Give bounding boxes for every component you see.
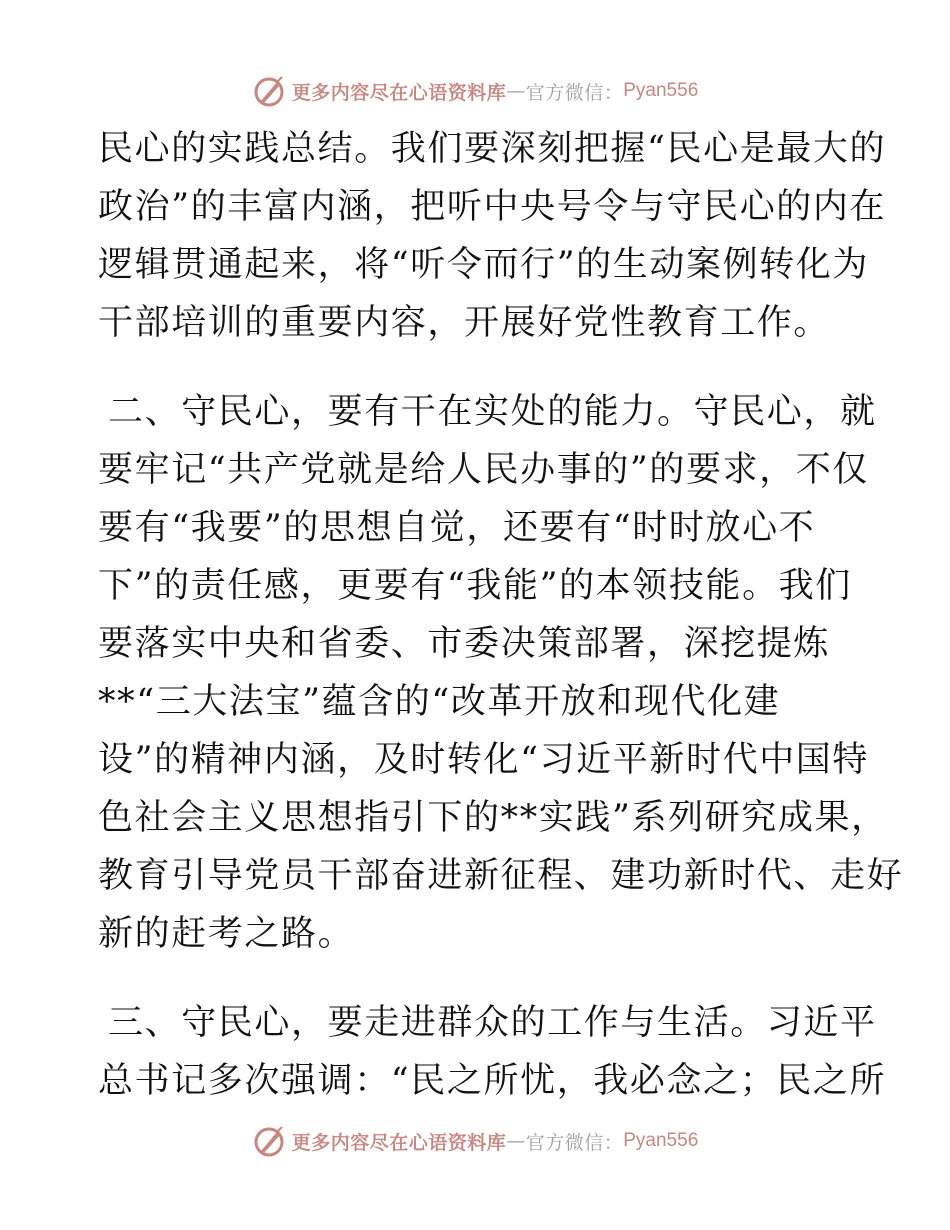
text-line: **“三大法宝”蕴含的“改革开放和现代化建 bbox=[98, 682, 781, 722]
text-line: 色社会主义思想指引下的**实践”系列研究成果， bbox=[98, 798, 888, 838]
text-line: 要落实中央和省委、市委决策部署，深挖提炼 bbox=[98, 624, 831, 664]
text-line: 政治”的丰富内涵，把听中央号令与守民心的内在 bbox=[98, 187, 887, 227]
text-line: 干部培训的重要内容，开展好党性教育工作。 bbox=[98, 303, 831, 343]
paragraph-1 bbox=[98, 120, 887, 352]
text-line: 新的赶考之路。 bbox=[98, 914, 355, 954]
watermark-title: 更多内容尽在心语资料库 bbox=[291, 1131, 507, 1154]
watermark-wechat-id: Pyan556 bbox=[623, 80, 699, 101]
text-line: 要有“我要”的思想自觉，还要有“时时放心不 bbox=[98, 508, 816, 548]
text-line: 三、守民心，要走进群众的工作与生活。习近平 bbox=[108, 1003, 877, 1043]
footer-watermark bbox=[0, 1121, 950, 1161]
watermark-separator: — bbox=[506, 80, 526, 102]
header-watermark bbox=[0, 71, 950, 111]
text-line: 逻辑贯通起来，将“听令而行”的生动案例转化为 bbox=[98, 245, 869, 285]
text-line: 教育引导党员干部奋进新征程、建功新时代、走好 bbox=[98, 856, 904, 896]
text-line: 总书记多次强调：“民之所忧，我必念之；民之所 bbox=[98, 1061, 887, 1101]
paragraph-3 bbox=[98, 994, 887, 1110]
text-line: 二、守民心，要有干在实处的能力。守民心，就 bbox=[108, 392, 877, 432]
watermark-wechat-id: Pyan556 bbox=[623, 1130, 699, 1151]
watermark-separator: — bbox=[506, 1130, 526, 1152]
watermark-label: 官方微信： bbox=[525, 1131, 624, 1154]
text-line: 要牢记“共产党就是给人民办事的”的要求，不仅 bbox=[98, 450, 869, 490]
quill-pen-seal-icon bbox=[252, 1124, 286, 1158]
watermark-title: 更多内容尽在心语资料库 bbox=[291, 81, 507, 104]
paragraph-2 bbox=[98, 383, 904, 963]
document-body bbox=[98, 120, 904, 1110]
text-line: 下”的责任感，更要有“我能”的本领技能。我们 bbox=[98, 566, 852, 606]
watermark-label: 官方微信： bbox=[525, 81, 624, 104]
quill-pen-seal-icon bbox=[252, 74, 286, 108]
text-line: 民心的实践总结。我们要深刻把握“民心是最大的 bbox=[98, 129, 887, 169]
text-line: 设”的精神内涵，及时转化“习近平新时代中国特 bbox=[98, 740, 869, 780]
